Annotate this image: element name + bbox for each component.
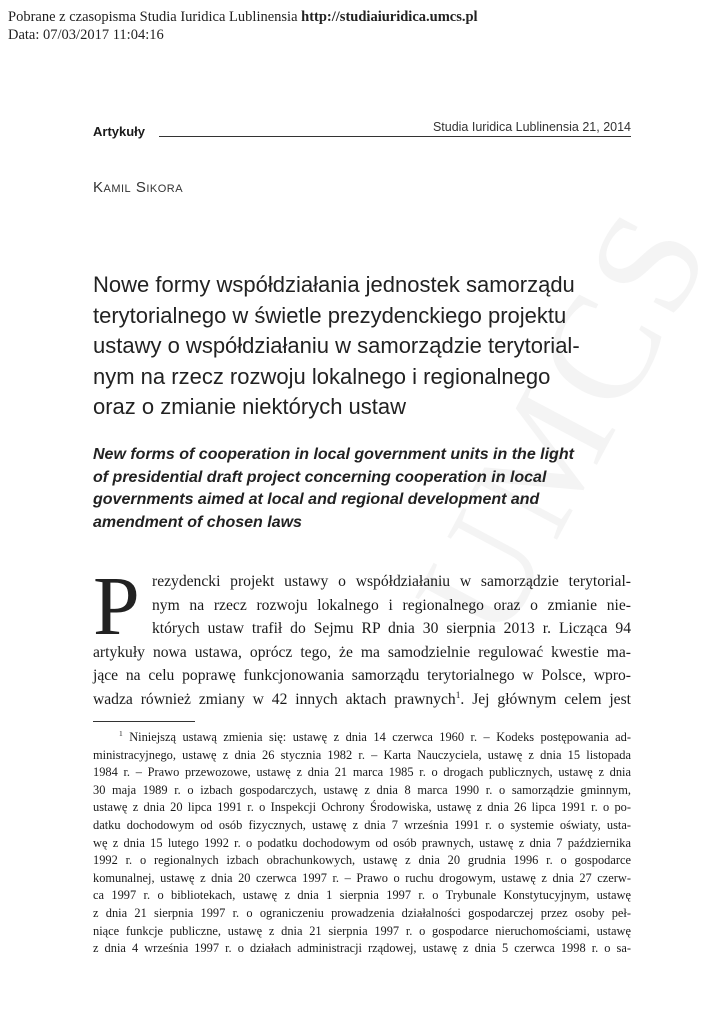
source-line: Pobrane z czasopisma Studia Iuridica Lublinensia http://studiaiuridica.umcs.pl: [8, 9, 478, 25]
drop-cap: P: [93, 560, 140, 653]
title-line: oraz o zmianie niektórych ustaw: [93, 394, 407, 419]
footnote-line: ustawę z dnia 20 lipca 1991 r. o Inspekcji Ochrony Środowiska, ustawę z dnia 26 lipca 1991 r. o po-: [93, 800, 631, 815]
download-date: Data: 07/03/2017 11:04:16: [8, 27, 164, 43]
body-line: rezydencki projekt ustawy o współdziałaniu w samorządzie terytorial-: [152, 573, 631, 590]
title-line: terytorialnego w świetle prezydenckiego projektu: [93, 302, 567, 328]
footnote-line: wę z dnia 15 lutego 1992 r. o podatku dochodowym od osób prawnych, ustawę z dnia 7 października: [93, 835, 631, 850]
section-header: [93, 120, 631, 140]
footnote: [93, 729, 631, 958]
subtitle-line: amendment of chosen laws: [93, 513, 302, 531]
footnote-number: 1: [119, 728, 123, 738]
journal-reference: Studia Iuridica Lublinensia 21, 2014: [432, 120, 631, 134]
download-info: [8, 8, 478, 44]
author-name: Kamil Sikora: [93, 179, 184, 196]
footnote-reference[interactable]: 1: [455, 690, 461, 701]
body-line: wadza również zmiany w 42 innych aktach prawnych$^1$. Jej głównym celem jest: [93, 690, 631, 708]
title-line: nym na rzecz rozwoju lokalnego i regionalnego: [93, 363, 551, 389]
subtitle-line: New forms of cooperation in local government units in the light: [93, 446, 574, 463]
footnote-line: ca 1997 r. o bibliotekach, ustawę z dnia 1 sierpnia 1997 r. o Trybunale Konstytucyjnym, ustawę: [93, 888, 631, 903]
footnote-line: 1984 r. – Prawo przewozowe, ustawę z dnia 21 marca 1985 r. o drogach publicznych, ustawę z dnia: [93, 765, 631, 780]
footnote-line: datku dochodowym od osób fizycznych, ustawę z dnia 7 września 1991 r. o systemie oświaty, usta-: [93, 817, 631, 832]
title-line: ustawy o współdziałaniu w samorządzie terytorial-: [93, 333, 580, 358]
footnote-line: komunalnej, ustawę z dnia 20 czerwca 1997 r. – Prawo o ruchu drogowym, ustawę z dnia 27 czerw-: [93, 870, 631, 885]
footnote-line: ministracyjnego, ustawę z dnia 26 stycznia 1982 r. – Karta Nauczyciela, ustawę z dnia 15 listopada: [93, 747, 631, 762]
footnote-line: niące funkcje publiczne, ustawę z dnia 21 sierpnia 1997 r. o gospodarce nieruchomościami, ustawę: [93, 923, 631, 938]
footnote-line: z dnia 21 sierpnia 1997 r. o ograniczeniu prowadzenia działalności gospodarczej przez osoby peł-: [93, 905, 631, 920]
subtitle-line: governments aimed at local and regional development and: [93, 491, 540, 508]
article-title-english: [93, 444, 633, 534]
body-paragraph: [93, 560, 631, 711]
footnote-line: $^1$ Niniejszą ustawą zmienia się: ustawę z dnia 14 czerwca 1960 r. – Kodeks postępowania ad-: [119, 728, 631, 744]
source-url-link[interactable]: http://studiaiuridica.umcs.pl: [301, 9, 478, 25]
body-line: jące na celu poprawę funkcjonowania samorządu terytorialnego w Polsce, wpro-: [93, 667, 631, 684]
section-divider: [159, 136, 631, 137]
body-line: nym na rzecz rozwoju lokalnego i regionalnego oraz o zmianie nie-: [152, 596, 631, 614]
footnote-line: z dnia 4 września 1997 r. o działach administracji rządowej, ustawę z dnia 5 czerwca 1998 r. o sa-: [93, 941, 631, 956]
article-title-polish: [93, 270, 633, 423]
title-line: Nowe formy współdziałania jednostek samorządu: [93, 272, 575, 297]
footnote-line: 1992 r. o regionalnych izbach obrachunkowych, ustawę z dnia 20 grudnia 1996 r. o gospodarce: [93, 853, 631, 868]
footnote-line: 30 maja 1989 r. o izbach gospodarczych, ustawę z dnia 8 marca 1990 r. o samorządzie gminnym,: [93, 782, 631, 797]
body-line: których ustaw trafił do Sejmu RP dnia 30 sierpnia 2013 r. Licząca 94: [152, 620, 631, 637]
section-label: Artykuły: [93, 124, 146, 139]
footnote-divider: [93, 721, 195, 722]
subtitle-line: of presidential draft project concerning cooperation in local: [93, 468, 547, 486]
body-line: artykuły nowa ustawa, oprócz tego, że ma samodzielnie regulować kwestie ma-: [93, 643, 631, 661]
